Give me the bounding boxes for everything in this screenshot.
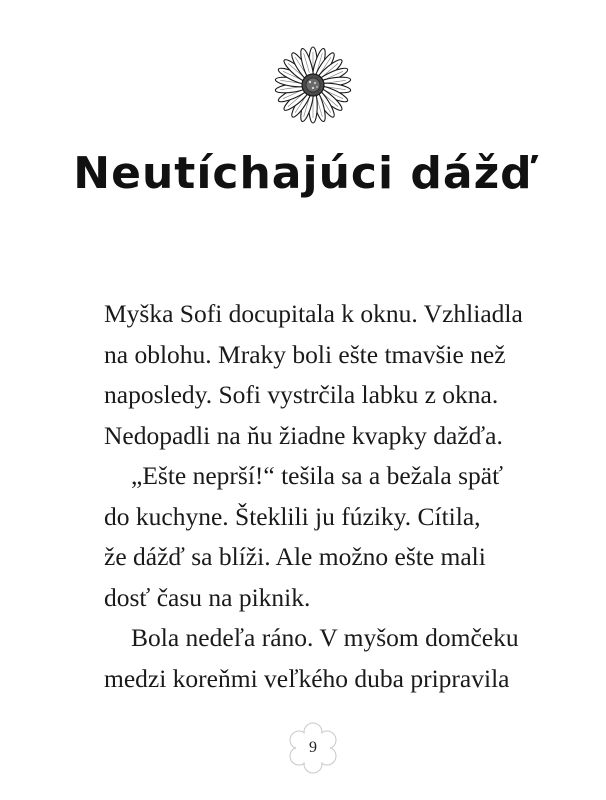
paragraph-1	[104, 294, 536, 456]
story-text	[104, 294, 536, 699]
page-number: 9	[309, 739, 317, 756]
text-line: „Ešte neprší!“ tešila sa a bežala späť	[131, 461, 503, 490]
paragraph-3	[104, 618, 536, 699]
text-line: že dážď sa blíži. Ale možno ešte mali	[104, 542, 486, 571]
daisy-icon	[270, 42, 356, 128]
text-line: dosť času na piknik.	[104, 582, 311, 612]
text-line: na oblohu. Mraky boli ešte tmavšie než	[104, 339, 506, 369]
text-line: medzi koreňmi veľkého duba pripravila	[104, 663, 510, 693]
paragraph-2	[104, 456, 536, 618]
text-line: Nedopadli na ňu žiadne kvapky dažďa.	[104, 420, 503, 450]
text-line: Bola nedeľa ráno. V myšom domčeku	[131, 623, 519, 652]
chapter-title: Neutíchajúci dážď	[73, 148, 533, 199]
page-number-badge	[283, 718, 343, 778]
text-line: do kuchyne. Šteklili ju fúziky. Cítila,	[104, 501, 481, 531]
text-line: Myška Sofi docupitala k oknu. Vzhliadla	[104, 299, 523, 328]
text-line: naposledy. Sofi vystrčila labku z okna.	[104, 380, 499, 409]
